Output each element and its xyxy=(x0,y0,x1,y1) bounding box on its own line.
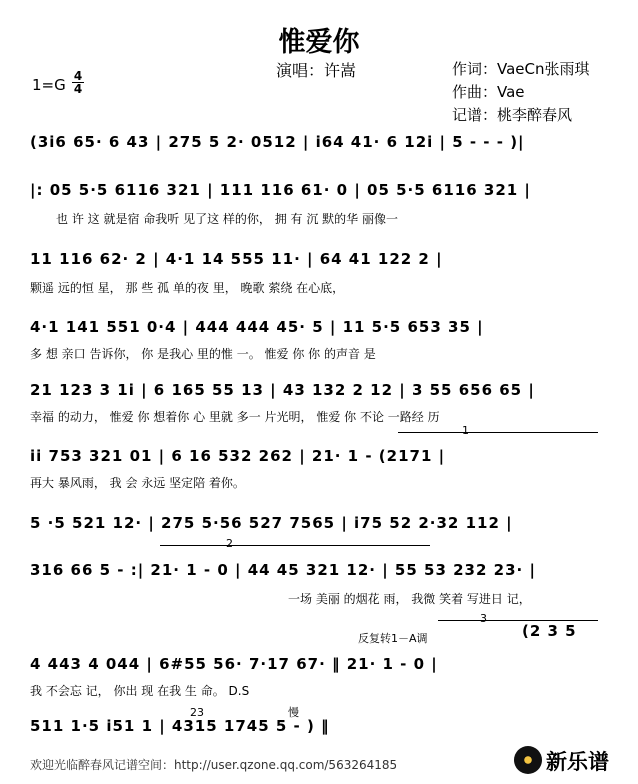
transcriber-credit: 记谱：桃李醉春风 xyxy=(452,106,573,124)
notation-row-7: 5 ·5 521 12· | 275 5·56 527 7565 | i75 52 2·32 112 | xyxy=(30,514,513,532)
lyrics-row-2: 也 许 这 就是宿 命我听 见了这 样的你， 拥 有 沉 默的华 丽像一 xyxy=(56,212,398,226)
notation-row-1: (3i6 65· 6 43 | 275 5 2· 0512 | i64 41· 6 12i | 5 - - - )| xyxy=(30,133,525,151)
intro-tail: (2 3 5 xyxy=(522,622,577,640)
notation-row-8: 316 66 5 - :| 21· 1 - 0 | 44 45 321 12· | 55 53 232 23· | xyxy=(30,561,536,579)
lyrics-row-3: 颗遥 远的恒 星， 那 些 孤 单的夜 里， 晚歌 萦绕 在心底， xyxy=(30,281,345,295)
notation-row-9: 4 443 4 044 | 6#55 56· 7·17 67· ‖ 21· 1 - 0 | xyxy=(30,655,438,673)
site-logo xyxy=(514,744,624,776)
ending-1-bracket xyxy=(398,432,598,433)
notation-row-5: 21 123 3 1i | 6 165 55 13 | 43 132 2 12 | 3 55 656 65 | xyxy=(30,381,535,399)
lyricist-credit: 作词：VaeCn张雨琪 xyxy=(452,60,590,78)
singer-credit: 演唱：许嵩 xyxy=(276,61,357,80)
ending-1-label: 1 xyxy=(462,424,469,437)
page-title: 惟爱你 xyxy=(278,27,360,58)
notation-row-4: 4·1 141 551 0·4 | 444 444 45· 5 | 11 5·5 653 35 | xyxy=(30,318,484,336)
grace-note-mark: 23 xyxy=(190,706,204,719)
lyrics-row-8: 一场 美丽 的烟花 雨， 我微 笑着 写进日 记， xyxy=(288,592,531,606)
time-signature xyxy=(72,70,84,95)
ending-3-bracket xyxy=(438,620,598,621)
key-signature: 1=G xyxy=(32,76,66,94)
ending-2-label: 2 xyxy=(226,537,233,550)
ending-3-label: 3 xyxy=(480,612,487,625)
footer-text: 欢迎光临醉春风记谱空间：http://user.qzone.qq.com/563264185 xyxy=(30,758,398,772)
ending-2-bracket xyxy=(160,545,430,546)
logo-text: 新乐谱 xyxy=(546,750,609,774)
slow-tempo-mark: 慢 xyxy=(288,706,299,719)
lyrics-row-6: 再大 暴风雨， 我 会 永远 坚定陪 着你。 xyxy=(30,476,245,490)
lyrics-row-4: 多 想 亲口 告诉你， 你 是我心 里的惟 一。 惟爱 你 你 的声音 是 xyxy=(30,347,376,361)
repeat-modulation-note: 反复转1－A调 xyxy=(358,632,428,645)
notation-row-3: 11 116 62· 2 | 4·1 14 555 11· | 64 41 122 2 | xyxy=(30,250,443,268)
meter-top: 4 xyxy=(73,69,83,83)
notation-row-6: ii 753 321 01 | 6 16 532 262 | 21· 1 - (2171 | xyxy=(30,447,446,465)
notation-row-2: |: 05 5·5 6116 321 | 111 116 61· 0 | 05 5·5 6116 321 | xyxy=(30,181,531,199)
disc-icon xyxy=(514,746,542,774)
meter-bottom: 4 xyxy=(73,82,83,96)
lyrics-row-5: 幸福 的动力， 惟爱 你 想着你 心 里就 多一 片光明， 惟爱 你 不论 一路经 历 xyxy=(30,410,440,424)
lyrics-row-9: 我 不会忘 记， 你出 现 在我 生 命。 D.S xyxy=(30,684,250,698)
composer-credit: 作曲：Vae xyxy=(452,83,525,101)
notation-row-10: 511 1·5 i51 1 | 4315 1745 5 - ) ‖ xyxy=(30,717,330,735)
